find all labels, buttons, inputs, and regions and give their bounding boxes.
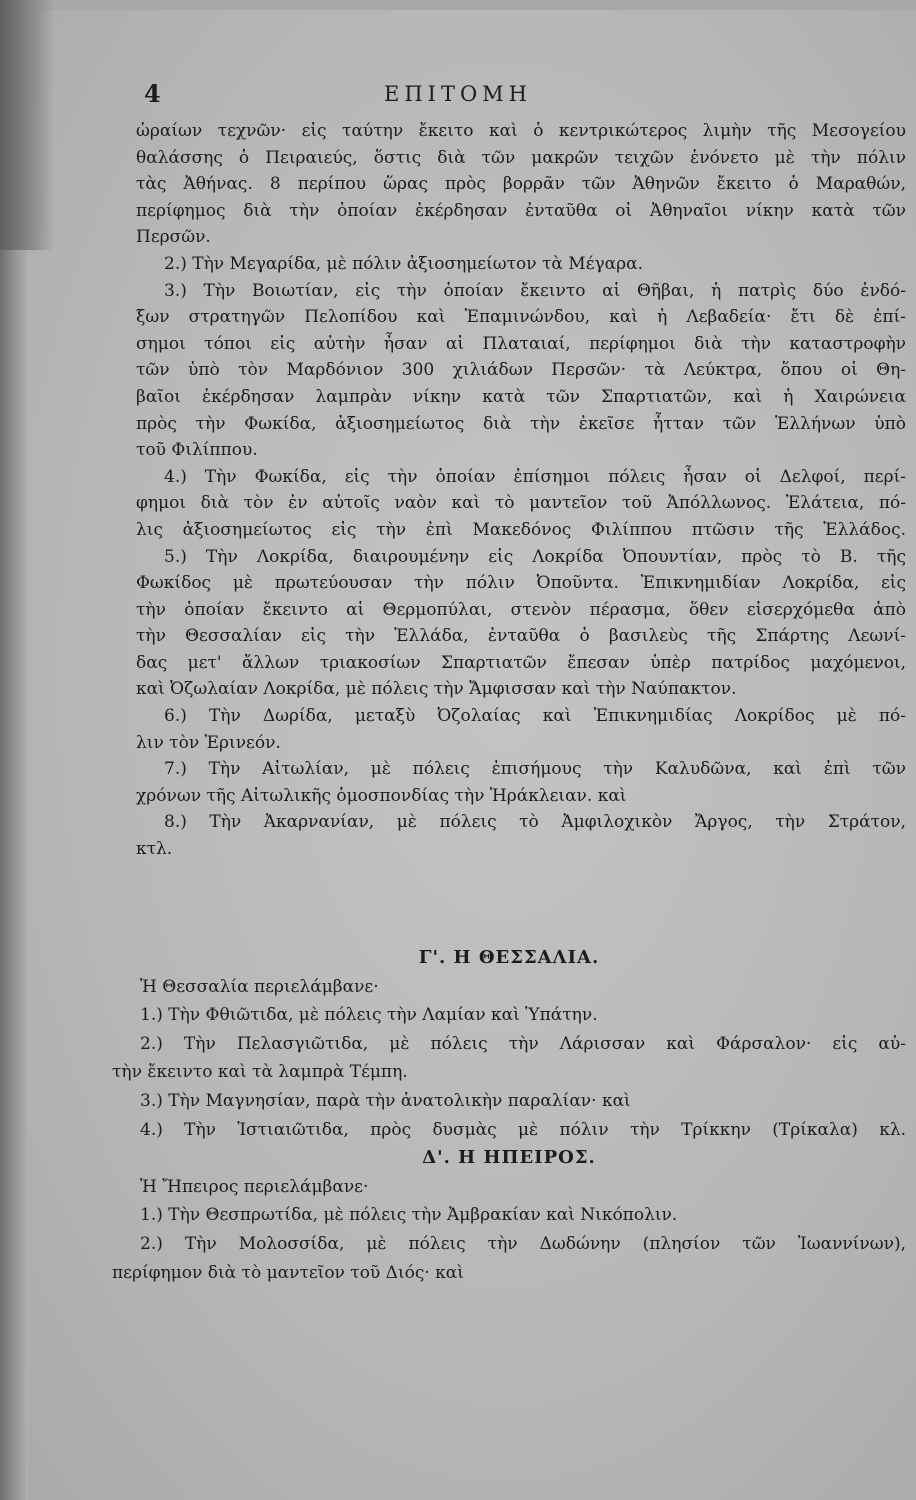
text-line: κτλ. [136,839,173,860]
text-line: Περσῶν. [136,227,211,248]
text-line: 7.) Τὴν Αἰτωλίαν, μὲ πόλεις ἐπισήμους τὴν Καλυδῶνα, καὶ ἐπὶ τῶν [164,759,906,780]
section-heading-epirus: Δ'. Η ΗΠΕΙΡΟΣ. [422,1147,596,1169]
text-line: Φωκίδος μὲ πρωτεύουσαν τὴν πόλιν Ὀποῦντα. Ἐπικνημιδίαν Λοκρίδα, εἰς [136,573,906,594]
text-line: 4.) Τὴν Φωκίδα, εἰς τὴν ὁποίαν ἐπίσημοι πόλεις ἦσαν οἱ Δελφοί, περί- [164,466,906,487]
section-thessaly-lines [112,973,906,1145]
body-text-upper [136,118,906,863]
text-line: δας μετ' ἄλλων τριακοσίων Σπαρτιατῶν ἔπεσαν ὑπὲρ πατρίδος μαχόμενοι, [136,652,906,673]
text-line: λις ἀξιοσημείωτος εἰς τὴν ἐπὶ Μακεδόνος Φιλίππου πτῶσιν τῆς Ἑλλάδος. [136,519,906,540]
text-line: τὴν ὁποίαν ἔκειντο αἱ Θερμοπύλαι, στενὸν πέρασμα, ὅθεν εἰσερχόμεθα ἀπὸ [136,599,906,620]
text-line: τὴν ἔκειντο καὶ τὰ λαμπρὰ Τέμπη. [112,1062,408,1083]
section-heading-thessaly: Γ'. Η ΘΕΣΣΑΛΙΑ. [418,947,600,968]
text-line: Ἡ Ἤπειρος περιελάμβανε· [140,1176,369,1197]
text-line: 1.) Τὴν Φθιῶτιδα, μὲ πόλεις τὴν Λαμίαν καὶ Ὑπάτην. [140,1005,598,1026]
text-line: 2.) Τὴν Μολοσσίδα, μὲ πόλεις τὴν Δωδώνην (πλησίον τῶν Ἰωαννίνων), [140,1233,906,1254]
page-fold-shadow [0,0,54,250]
text-line: σημοι τόποι εἰς αὐτὴν ἦσαν αἱ Πλαταιαί, περίφημοι διὰ τὴν καταστροφὴν [136,333,906,354]
text-line: πρὸς τὴν Φωκίδα, ἀξιοσημείωτος διὰ τὴν ἐκεῖσε ἧτταν τῶν Ἑλλήνων ὑπὸ [136,413,906,434]
text-line: ξων στρατηγῶν Πελοπίδου καὶ Ἐπαμινώνδου, καὶ ἡ Λεβαδεία· ἔτι δὲ ἐπί- [136,307,906,328]
text-line: 6.) Τὴν Δωρίδα, μεταξὺ Ὀζολαίας καὶ Ἐπικνημιδίας Λοκρίδος μὲ πό- [164,706,906,727]
text-line: τοῦ Φιλίππου. [136,440,258,461]
text-line: τῶν ὑπὸ τὸν Μαρδόνιον 300 χιλιάδων Περσῶν· τὰ Λεύκτρα, ὅπου οἱ Θη- [136,360,906,381]
text-line: 8.) Τὴν Ἀκαρνανίαν, μὲ πόλεις τὸ Ἀμφιλοχικὸν Ἄργος, τὴν Στράτον, [164,812,906,833]
text-line: 3.) Τὴν Μαγνησίαν, παρὰ τὴν ἀνατολικὴν παραλίαν· καὶ [140,1090,631,1111]
text-line: θαλάσσης ὁ Πειραιεύς, ὅστις διὰ τῶν μακρῶν τειχῶν ἑνόνετο μὲ τὴν πόλιν [136,147,906,168]
text-line: 5.) Τὴν Λοκρίδα, διαιρουμένην εἰς Λοκρίδα Ὀπουντίαν, πρὸς τὸ Β. τῆς [164,546,906,567]
text-line: περίφημος διὰ τὴν ὁποίαν ἐκέρδησαν ἐνταῦθα οἱ Ἀθηναῖοι νίκην κατὰ τῶν [136,200,906,221]
text-line: καὶ Ὀζωλαίαν Λοκρίδα, μὲ πόλεις τὴν Ἄμφισσαν καὶ τὴν Ναύπακτον. [136,679,737,700]
text-line: περίφημον διὰ τὸ μαντεῖον τοῦ Διός· καὶ [112,1262,464,1283]
text-line: 4.) Τὴν Ἱστιαιῶτιδα, πρὸς δυσμὰς μὲ πόλιν τὴν Τρίκκην (Τρίκαλα) κλ. [140,1119,906,1140]
text-line: 1.) Τὴν Θεσπρωτίδα, μὲ πόλεις τὴν Ἀμβρακίαν καὶ Νικόπολιν. [140,1205,678,1226]
body-text-lower [112,944,906,1287]
running-title: ΕΠΙΤΟΜΗ [384,82,532,106]
text-line: 2.) Τὴν Μεγαρίδα, μὲ πόλιν ἀξιοσημείωτον τὰ Μέγαρα. [164,253,644,274]
text-line: 3.) Τὴν Βοιωτίαν, εἰς τὴν ὁποίαν ἔκειντο αἱ Θῆβαι, ἡ πατρὶς δύο ἐνδό- [164,280,906,301]
text-line: λιν τὸν Ἐρινεόν. [136,732,281,753]
text-line: Ἡ Θεσσαλία περιελάμβανε· [140,976,379,997]
text-line: φημοι διὰ τὸν ἐν αὐτοῖς ναὸν καὶ τὸ μαντεῖον τοῦ Ἀπόλλωνος. Ἐλάτεια, πό- [136,493,906,514]
text-line: 2.) Τὴν Πελασγιῶτιδα, μὲ πόλεις τὴν Λάρισσαν καὶ Φάρσαλον· εἰς αὐ- [140,1033,906,1054]
page-top-edge [0,0,916,10]
text-line: τὴν Θεσσαλίαν εἰς τὴν Ἑλλάδα, ἐνταῦθα ὁ βασιλεὺς τῆς Σπάρτης Λεωνί- [136,626,906,647]
text-line: τὰς Ἀθήνας. 8 περίπου ὥρας πρὸς βορρᾶν τῶν Ἀθηνῶν ἔκειτο ὁ Μαραθών, [136,174,906,195]
text-line: ὡραίων τεχνῶν· εἰς ταύτην ἔκειτο καὶ ὁ κεντρικώτερος λιμὴν τῆς Μεσογείου [136,121,906,141]
text-line: χρόνων τῆς Αἰτωλικῆς ὁμοσπονδίας τὴν Ἡράκλειαν. καὶ [136,785,627,806]
page-header [0,78,916,114]
text-line: βαῖοι ἐκέρδησαν λαμπρὰν νίκην κατὰ τῶν Σπαρτιατῶν, καὶ ἡ Χαιρώνεια [136,386,906,407]
section-epirus-lines [112,1173,906,1287]
page-number: 4 [144,79,161,108]
